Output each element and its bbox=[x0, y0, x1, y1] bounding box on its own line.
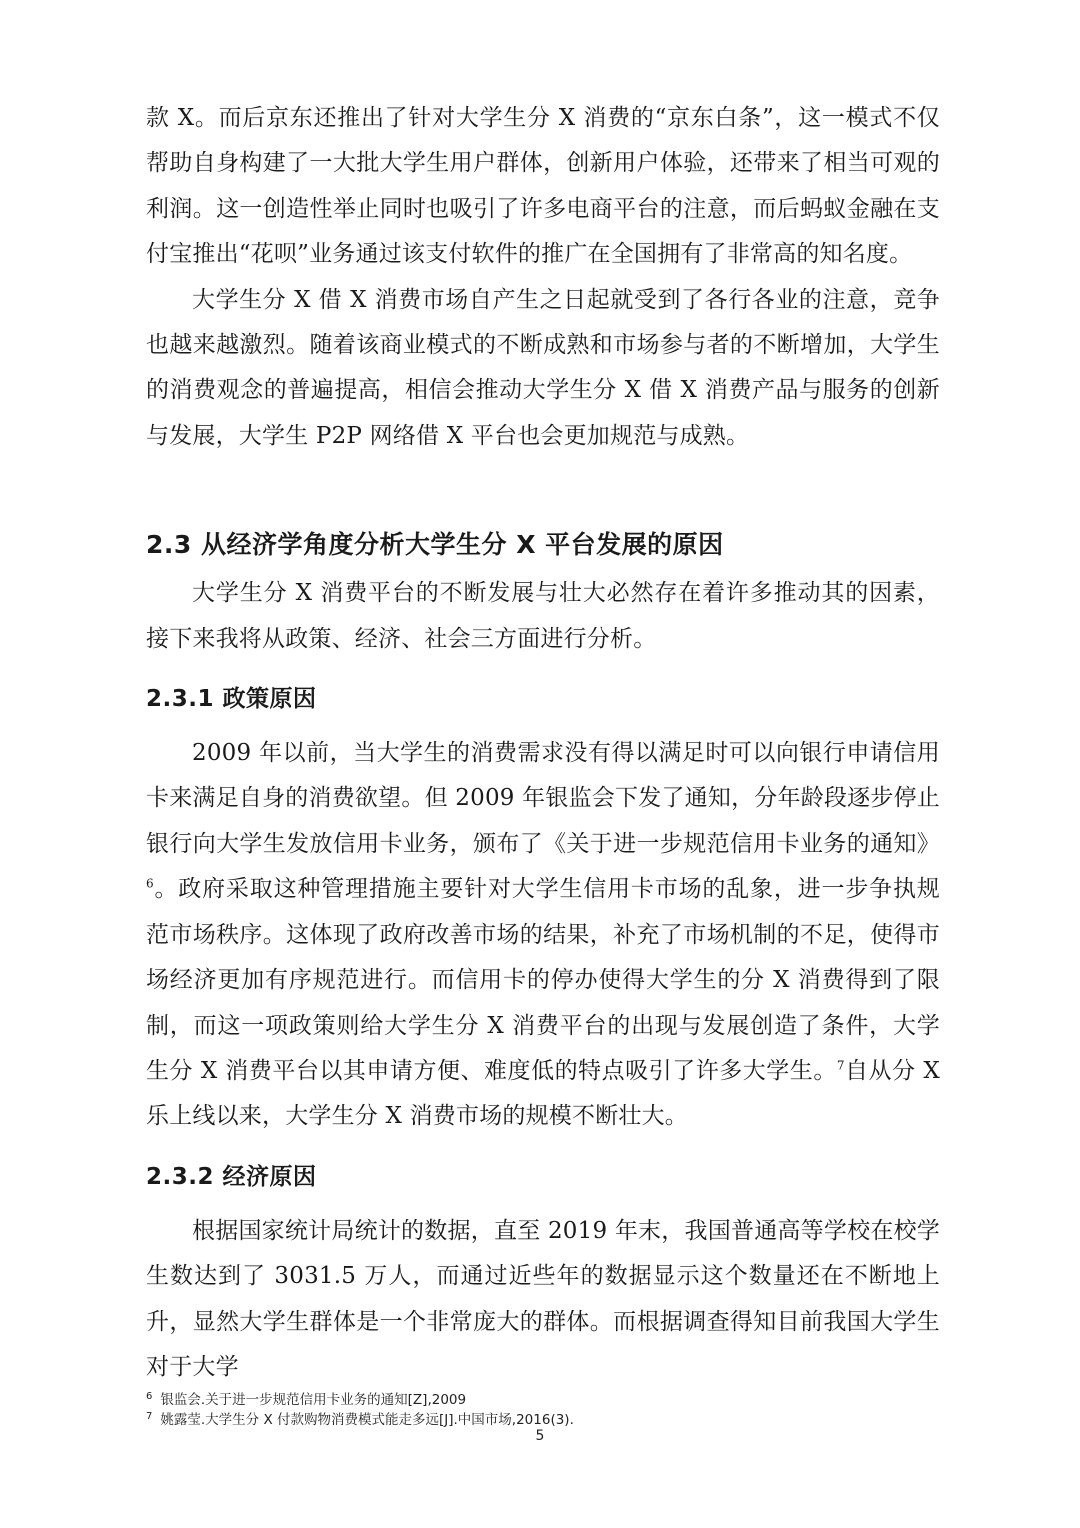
footnote-7 bbox=[146, 1410, 940, 1430]
paragraph-4-part-c: 自从分 X 乐上线以来，大学生分 X 消费市场的规模不断壮大。 bbox=[146, 1057, 940, 1130]
paragraph-1: 款 X。而后京东还推出了针对大学生分 X 消费的“京东白条”，这一模式不仅帮助自身构建了一大批大学生用户群体，创新用户体验，还带来了相当可观的利润。这一创造性举止同时也吸引了许多电商平台的注意，而后蚂蚁金融在支付宝推出“花呗”业务通过该支付软件的推广在全国拥有了非常高的知名度。 bbox=[146, 105, 940, 268]
footnote-mark: 7 bbox=[146, 1410, 153, 1422]
footnote-6 bbox=[146, 1390, 940, 1410]
paragraph-4 bbox=[146, 731, 940, 1140]
paragraph-2: 大学生分 X 借 X 消费市场自产生之日起就受到了各行各业的注意，竞争也越来越激烈。随着该商业模式的不断成熟和市场参与者的不断增加，大学生的消费观念的普遍提高，相信会推动大学生分 X 借 X 消费产品与服务的创新与发展，大学生 P2P 网络借 X 平台也会更加规范与成熟。 bbox=[146, 286, 940, 449]
paragraph-5: 根据国家统计局统计的数据，直至 2019 年末，我国普通高等学校在校学生数达到了 3031.5 万人，而通过近些年的数据显示这个数量还在不断地上升，显然大学生群体是一个非常庞大的群体。而根据调查得知目前我国大学生对于大学 bbox=[146, 1217, 940, 1380]
page-number: 5 bbox=[535, 1428, 545, 1444]
footnote-text: 姚露莹.大学生分 X 付款购物消费模式能走多远[J].中国市场,2016(3). bbox=[160, 1412, 574, 1428]
footnote-ref-7: 7 bbox=[836, 1058, 845, 1073]
section-heading-2-3: 2.3 从经济学角度分析大学生分 X 平台发展的原因 bbox=[146, 530, 724, 560]
footnote-mark: 6 bbox=[146, 1390, 153, 1402]
section-heading-2-3-2: 2.3.2 经济原因 bbox=[146, 1163, 317, 1190]
paragraph-3: 大学生分 X 消费平台的不断发展与壮大必然存在着许多推动其的因素，接下来我将从政策、经济、社会三方面进行分析。 bbox=[146, 580, 940, 652]
paragraph-4-part-b: 。政府采取这种管理措施主要针对大学生信用卡市场的乱象，进一步争执规范市场秩序。这体现了政府改善市场的结果，补充了市场机制的不足，使得市场经济更加有序规范进行。而信用卡的停办使得大学生的分 X 消费得到了限制，而这一项政策则给大学生分 X 消费平台的出现与发展创造了条件，大学生分 X 消费平台以其申请方便、难度低的特点吸引了许多大学生。 bbox=[146, 876, 940, 1084]
section-heading-2-3-1: 2.3.1 政策原因 bbox=[146, 686, 317, 713]
paragraph-4-part-a: 2009 年以前，当大学生的消费需求没有得以满足时可以向银行申请信用卡来满足自身的消费欲望。但 2009 年银监会下发了通知，分年龄段逐步停止银行向大学生发放信用卡业务，颁布了《关于进一步规范信用卡业务的通知》 bbox=[146, 740, 940, 857]
page-body bbox=[146, 96, 940, 1390]
footnotes bbox=[146, 1390, 940, 1430]
footnote-ref-6: 6 bbox=[146, 876, 154, 891]
footnote-text: 银监会.关于进一步规范信用卡业务的通知[Z],2009 bbox=[160, 1392, 467, 1408]
